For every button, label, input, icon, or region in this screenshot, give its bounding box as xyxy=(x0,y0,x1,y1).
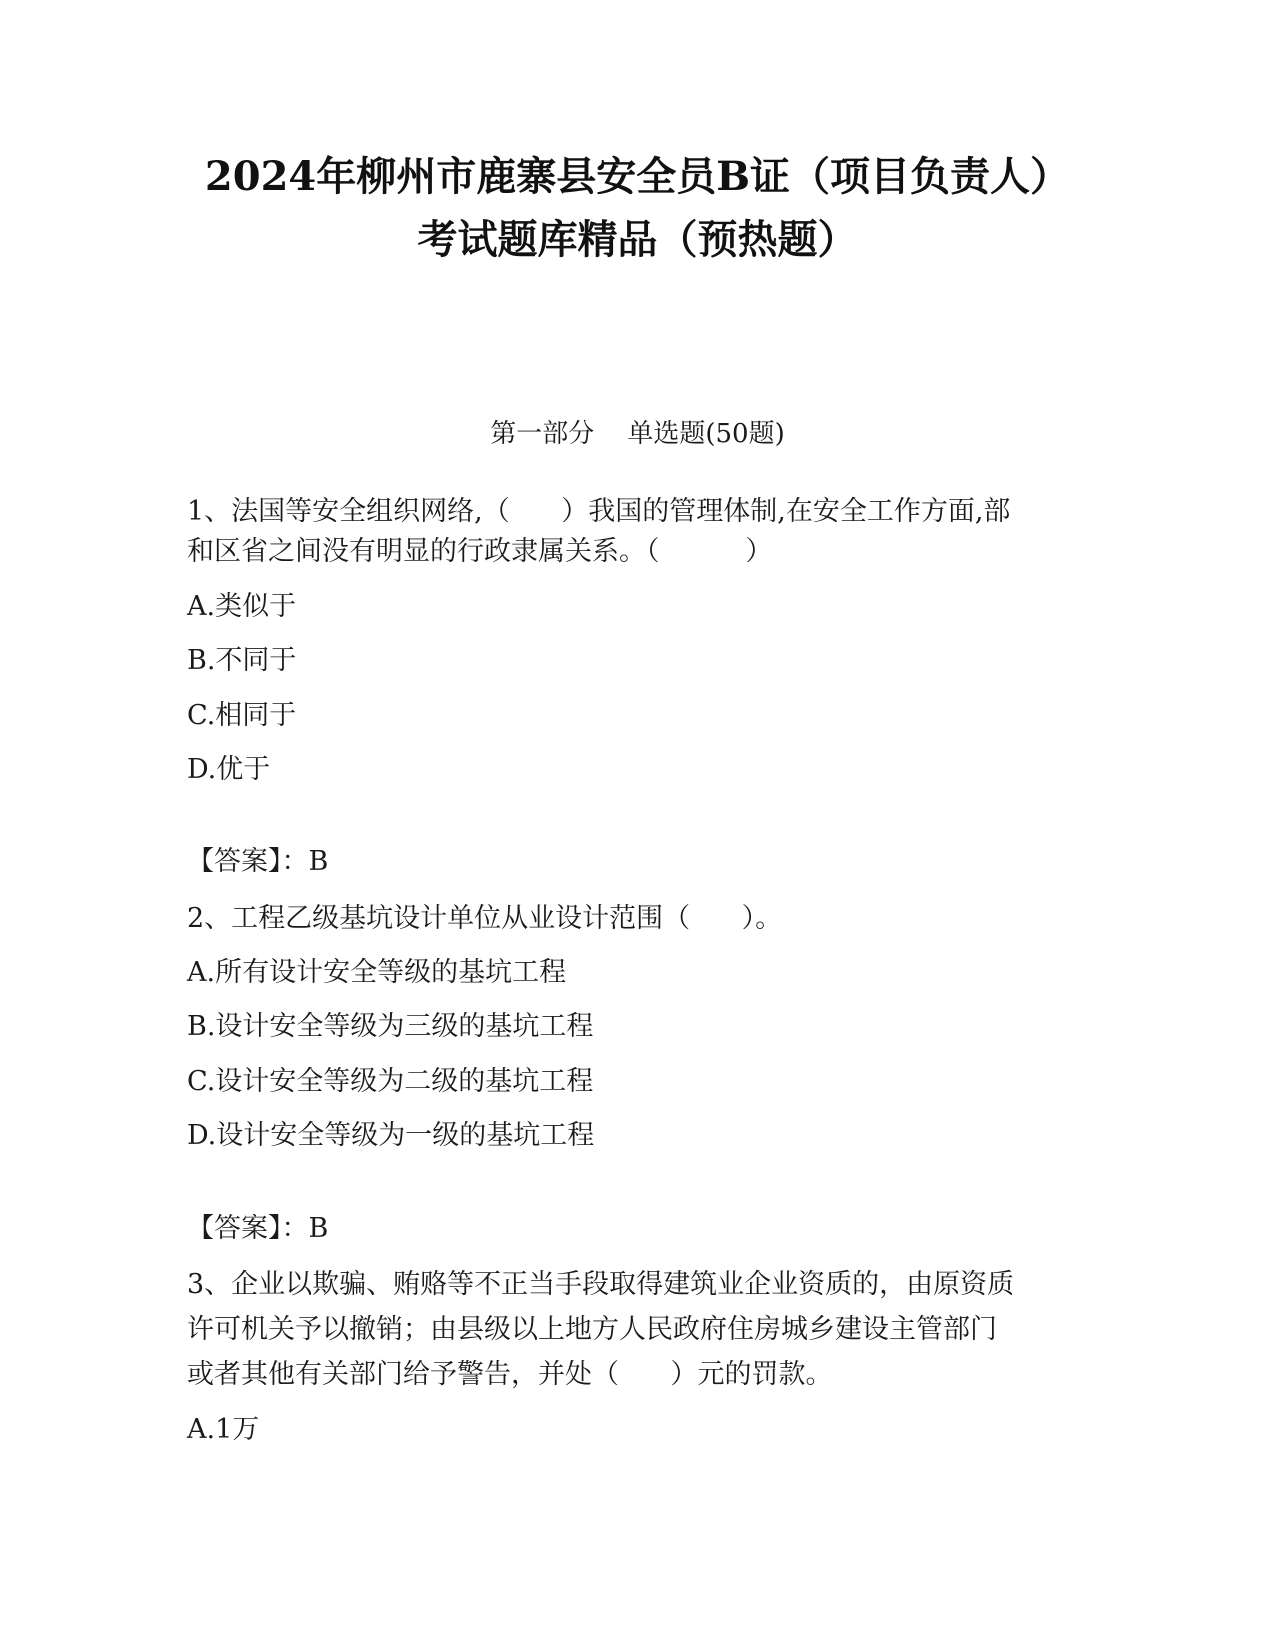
question-2-option-d: D.设计安全等级为一级的基坑工程 xyxy=(187,1120,595,1151)
question-1-option-c: C.相同于 xyxy=(187,700,297,731)
question-1-option-d: D.优于 xyxy=(187,754,271,785)
question-3-text-line-1: 3、企业以欺骗、贿赂等不正当手段取得建筑业企业资质的，由原资质 xyxy=(187,1269,1015,1300)
document-title-line-1: 2024年柳州市鹿寨县安全员B证（项目负责人） xyxy=(204,153,1071,200)
question-3-text-line-2: 许可机关予以撤销；由县级以上地方人民政府住房城乡建设主管部门 xyxy=(187,1314,997,1345)
question-3-text-line-3: 或者其他有关部门给予警告，并处（ ）元的罚款。 xyxy=(187,1359,833,1390)
document-title-line-2: 考试题库精品（预热题） xyxy=(417,216,858,263)
section-heading: 第一部分 单选题(50题) xyxy=(490,419,785,449)
question-2-answer: 【答案】：B xyxy=(187,1213,329,1244)
question-2-text-line-1: 2、工程乙级基坑设计单位从业设计范围（ ）。 xyxy=(187,903,783,934)
question-3-option-a: A.1万 xyxy=(187,1414,260,1445)
question-1-text-line-1: 1、法国等安全组织网络,（ ）我国的管理体制,在安全工作方面,部 xyxy=(187,496,1011,527)
question-1-answer: 【答案】：B xyxy=(187,846,329,877)
question-1-option-a: A.类似于 xyxy=(187,591,297,622)
question-1-option-b: B.不同于 xyxy=(187,645,297,676)
question-2-option-c: C.设计安全等级为二级的基坑工程 xyxy=(187,1066,594,1097)
question-2-option-b: B.设计安全等级为三级的基坑工程 xyxy=(187,1011,594,1042)
question-1-text-line-2: 和区省之间没有明显的行政隶属关系。（ ） xyxy=(187,536,773,567)
question-2-option-a: A.所有设计安全等级的基坑工程 xyxy=(187,957,567,988)
